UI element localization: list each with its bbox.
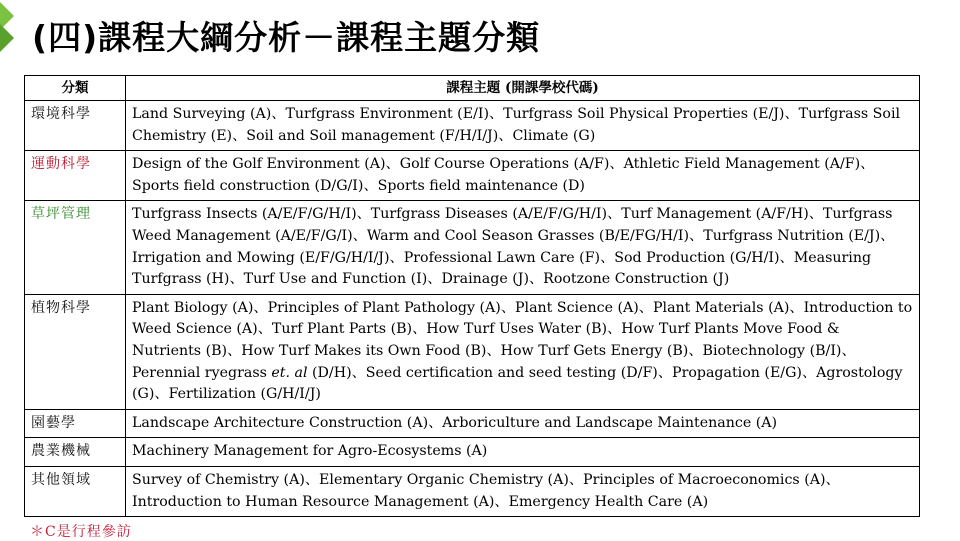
- table-row: [25, 466, 920, 516]
- column-header-category: 分類: [25, 76, 126, 101]
- topics-cell: Land Surveying (A)、Turfgrass Environment (E/I)、Turfgrass Soil Physical Properties (E/J)、Turfgrass Soil Chemistry (E)、Soil and Soil management (F/H/I/J)、Climate (G): [126, 101, 920, 151]
- table-row: [25, 294, 920, 409]
- topics-cell: Survey of Chemistry (A)、Elementary Organic Chemistry (A)、Principles of Macroeconomics (A)、Introduction to Human Resource Management (A)、Emergency Health Care (A): [126, 466, 920, 516]
- table-row: [25, 101, 920, 151]
- topics-cell: Design of the Golf Environment (A)、Golf Course Operations (A/F)、Athletic Field Management (A/F)、Sports field construction (D/G/I)、Sports field maintenance (D): [126, 151, 920, 201]
- topics-italic-text: et. al: [271, 364, 308, 381]
- topics-cell: [126, 294, 920, 409]
- footnote: ＊C是行程參訪: [30, 524, 132, 540]
- category-cell: 環境科學: [25, 101, 126, 151]
- category-cell: 草坪管理: [25, 201, 126, 294]
- table-header-row: [25, 76, 920, 101]
- page-title: (四)課程大綱分析－課程主題分類: [32, 18, 541, 57]
- category-cell: 植物科學: [25, 294, 126, 409]
- column-header-topics: 課程主題 (開課學校代碼): [126, 76, 920, 101]
- topics-cell: Turfgrass Insects (A/E/F/G/H/I)、Turfgrass Diseases (A/E/F/G/H/I)、Turf Management (A/F/H)、Turfgrass Weed Management (A/E/F/G/I)、Warm and Cool Season Grasses (B/E/FG/H/I)、Turfgrass Nutrition (E/J)、Irrigation and Mowing (E/F/G/H/I/J)、Professional Lawn Care (F)、Sod Production (G/H/I)、Measuring Turfgrass (H)、Turf Use and Function (I)、Drainage (J)、Rootzone Construction (J): [126, 201, 920, 294]
- table-row: [25, 409, 920, 438]
- topics-text: (D/H)、Seed certification and seed testing (D/F)、Propagation (E/G)、Agrostology (G)、Fertilization (G/H/I/J): [132, 364, 903, 403]
- category-cell: 農業機械: [25, 438, 126, 467]
- topics-cell: Landscape Architecture Construction (A)、Arboriculture and Landscape Maintenance (A): [126, 409, 920, 438]
- topics-text: Plant Biology (A)、Principles of Plant Pathology (A)、Plant Science (A)、Plant Materials (A)、Introduction to Weed Science (A)、Turf Plant Parts (B)、How Turf Uses Water (B)、How Turf Plants Move Food & Nutrients (B)、How Turf Makes its Own Food (B)、How Turf Gets Energy (B)、Biotechnology (B/I)、Perennial ryegrass: [132, 299, 913, 381]
- table-row: [25, 151, 920, 201]
- table-row: [25, 201, 920, 294]
- topics-cell: Machinery Management for Agro-Ecosystems (A): [126, 438, 920, 467]
- category-cell: 其他領域: [25, 466, 126, 516]
- category-cell: 運動科學: [25, 151, 126, 201]
- table-row: [25, 438, 920, 467]
- curriculum-table: [24, 75, 920, 517]
- category-cell: 園藝學: [25, 409, 126, 438]
- accent-triangle: [0, 24, 14, 52]
